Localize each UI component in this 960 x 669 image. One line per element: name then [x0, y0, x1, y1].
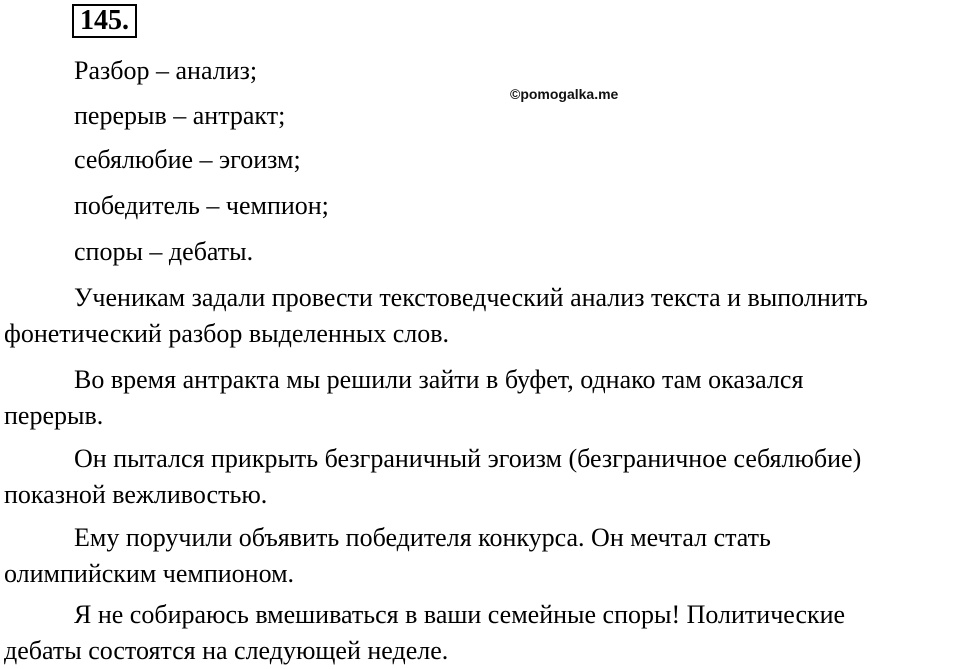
paragraph-1-line-2: фонетический разбор выделенных слов. — [4, 319, 449, 348]
synonym-pair-4: победитель – чемпион; — [74, 191, 329, 220]
watermark: ©pomogalka.me — [510, 86, 619, 102]
paragraph-2 — [4, 362, 959, 434]
paragraph-2-line-2: перерыв. — [4, 401, 104, 430]
paragraph-5-line-2: дебаты состоятся на следующей неделе. — [4, 636, 449, 665]
paragraph-5 — [4, 597, 959, 669]
paragraph-5-line-1: Я не собираюсь вмешиваться в ваши семейные споры! Политические — [74, 600, 846, 629]
synonym-pair-1: Разбор – анализ; — [74, 56, 258, 85]
paragraph-4-line-1: Ему поручили объявить победителя конкурса. Он мечтал стать — [74, 523, 771, 552]
synonym-pair-5: споры – дебаты. — [74, 237, 254, 266]
paragraph-3-line-1: Он пытался прикрыть безграничный эгоизм (безграничное себялюбие) — [74, 444, 862, 473]
paragraph-4-line-2: олимпийским чемпионом. — [4, 559, 295, 588]
paragraph-4 — [4, 520, 959, 592]
paragraph-3-line-2: показной вежливостью. — [4, 480, 268, 509]
synonym-pair-3: себялюбие – эгоизм; — [74, 145, 301, 174]
paragraph-2-line-1: Во время антракта мы решили зайти в буфет, однако там оказался — [74, 365, 804, 394]
paragraph-1 — [4, 280, 959, 352]
synonym-pair-2: перерыв – антракт; — [74, 101, 286, 130]
exercise-number: 145. — [72, 4, 137, 38]
paragraph-1-line-1: Ученикам задали провести текстоведческий анализ текста и выполнить — [74, 283, 868, 312]
paragraph-3 — [4, 441, 959, 513]
